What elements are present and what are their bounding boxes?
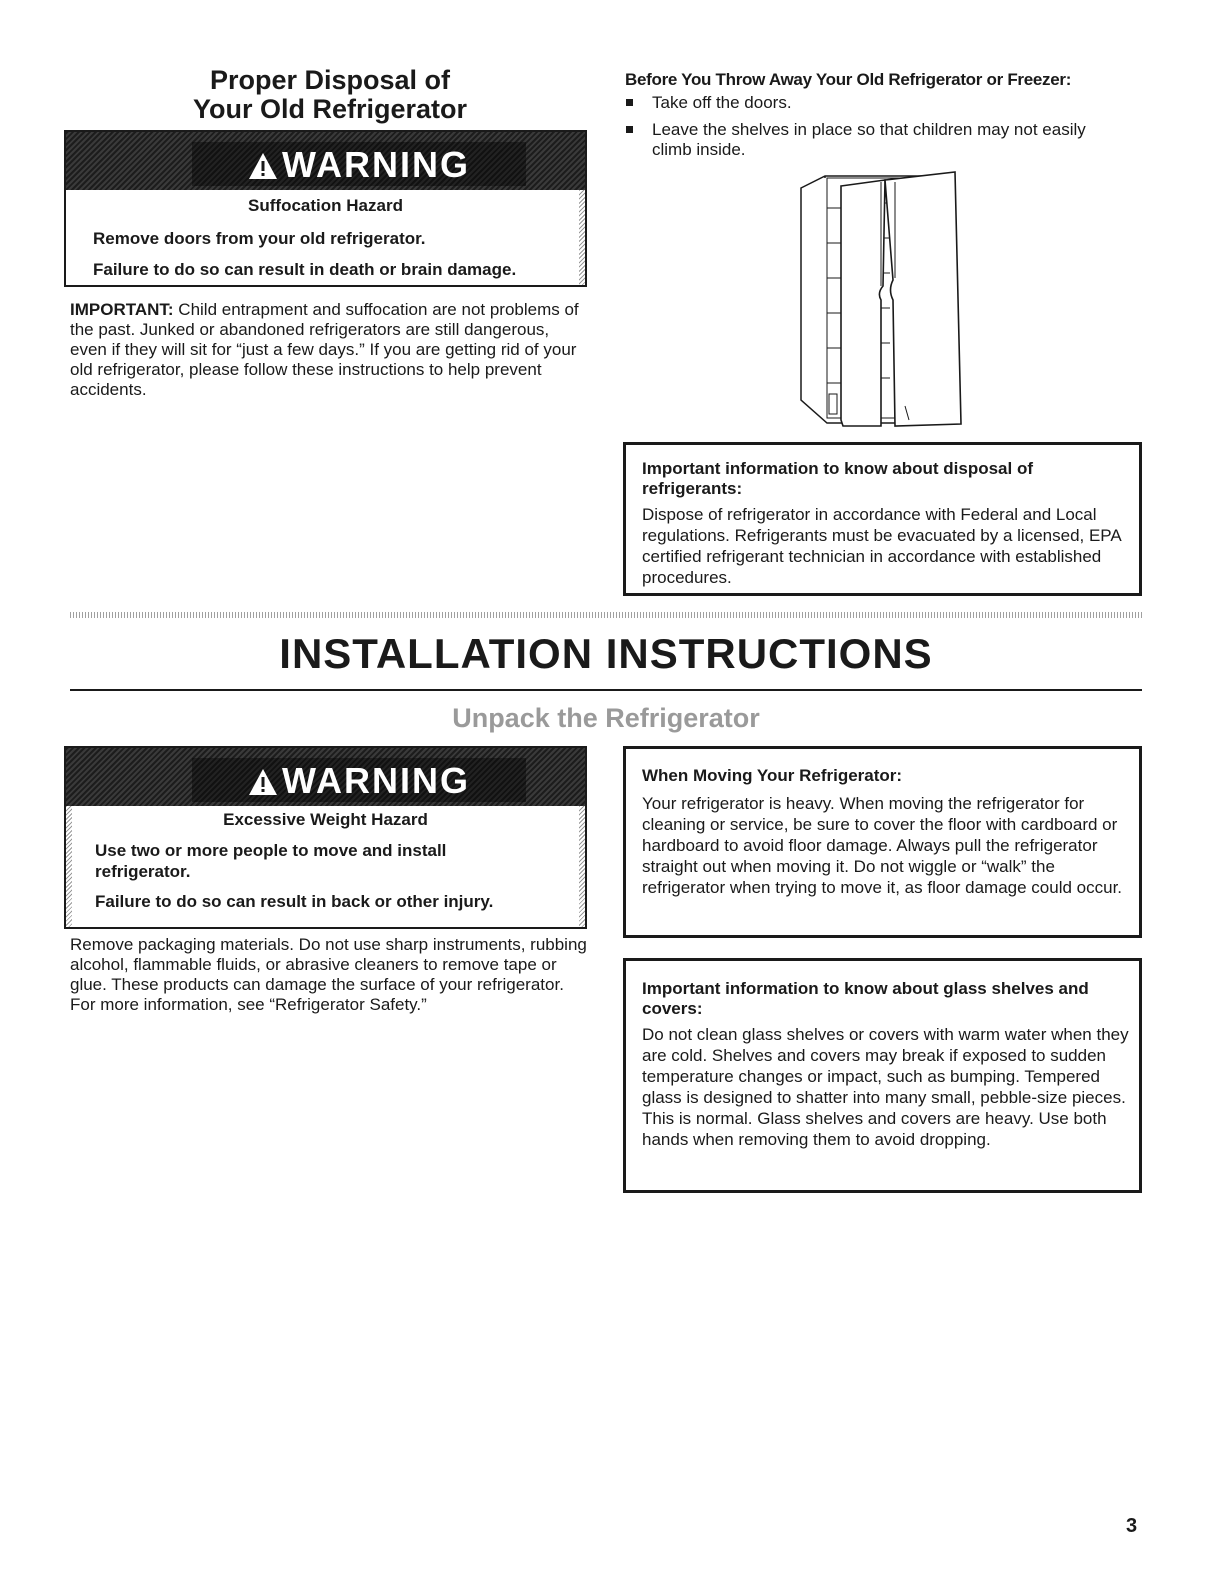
warning-triangle-icon	[248, 152, 278, 180]
disposal-steps-list	[622, 93, 1122, 167]
weight-warning-box	[64, 746, 587, 929]
refrigerants-info-heading: Important information to know about disposal of refrigerants:	[642, 459, 1033, 498]
packaging-paragraph: Remove packaging materials. Do not use sharp instruments, rubbing alcohol, flammable fluids, or abrasive cleaners to remove tape or glue. These products can damage the surface of your refrigerator. For more information, see “Refrigerator Safety.”	[70, 935, 587, 1014]
list-item	[622, 93, 1122, 113]
disposal-title-line2: Your Old Refrigerator	[192, 94, 468, 124]
warning-instruction: Use two or more people to move and install refrigerator.	[95, 841, 447, 881]
warning-banner-label	[192, 142, 526, 186]
list-item	[622, 120, 1122, 160]
refrigerants-info-text: Dispose of refrigerator in accordance with Federal and Local regulations. Refrigerants must be evacuated by a licensed, EPA certified refrigerant technician in accordance with established procedures.	[642, 505, 1121, 587]
warning-banner	[66, 132, 585, 190]
warning-label	[192, 760, 526, 802]
warning-banner-label	[192, 758, 526, 802]
refrigerants-info-box	[623, 442, 1142, 596]
glass-shelves-info-box	[623, 958, 1142, 1193]
warning-label	[192, 144, 526, 186]
before-throw-away-heading: Before You Throw Away Your Old Refrigerator or Freezer:	[625, 70, 1072, 89]
list-item-text: Leave the shelves in place so that children may not easily climb inside.	[652, 120, 1086, 159]
warning-triangle-icon	[248, 768, 278, 796]
glass-shelves-heading: Important information to know about glass shelves and covers:	[642, 979, 1089, 1018]
warning-hazard-title: Suffocation Hazard	[248, 196, 403, 215]
warning-consequence: Failure to do so can result in death or brain damage.	[93, 260, 517, 279]
heading-rule	[70, 689, 1142, 691]
section-divider	[70, 612, 1142, 618]
important-paragraph	[70, 300, 590, 400]
moving-refrigerator-text: Your refrigerator is heavy. When moving the refrigerator for cleaning or service, be sure to cover the floor with cardboard or hardboard to avoid floor damage. Always pull the refrigerator straight out when moving it. Do not wiggle or “walk” the refrigerator when trying to move it, as floor damage could occur.	[642, 794, 1123, 897]
warning-consequence: Failure to do so can result in back or other injury.	[95, 892, 494, 911]
suffocation-warning-box	[64, 130, 587, 287]
installation-instructions-heading: INSTALLATION INSTRUCTIONS	[279, 630, 933, 677]
bullet-icon	[626, 126, 633, 133]
glass-shelves-text: Do not clean glass shelves or covers with warm water when they are cold. Shelves and covers may break if exposed to sudden temperature changes or impact, such as bumping. Tempered glass is designed to shatter into many small, pebble-size pieces. This is normal. Glass shelves and covers are heavy. Use both hands when removing them to avoid dropping.	[642, 1025, 1129, 1149]
moving-refrigerator-box	[623, 746, 1142, 938]
bullet-icon	[626, 99, 633, 106]
list-item-text: Take off the doors.	[652, 93, 792, 112]
warning-banner	[66, 748, 585, 806]
refrigerator-doors-removed-illustration	[785, 168, 975, 440]
important-text: Child entrapment and suffocation are not problems of the past. Junked or abandoned refrigerators are still dangerous, even if they will sit for “just a few days.” If you are getting rid of your old refrigerator, please follow these instructions to help prevent accidents.	[70, 300, 579, 399]
disposal-title	[140, 66, 520, 124]
moving-refrigerator-heading: When Moving Your Refrigerator:	[642, 766, 903, 785]
disposal-title-line1: Proper Disposal of	[209, 65, 451, 95]
warning-word: WARNING	[282, 760, 470, 801]
warning-word: WARNING	[282, 144, 470, 185]
important-label: IMPORTANT:	[70, 300, 174, 319]
warning-hazard-title: Excessive Weight Hazard	[223, 810, 428, 829]
warning-instruction: Remove doors from your old refrigerator.	[93, 229, 426, 248]
page-number: 3	[1126, 1515, 1138, 1537]
unpack-refrigerator-subheading: Unpack the Refrigerator	[452, 703, 760, 733]
